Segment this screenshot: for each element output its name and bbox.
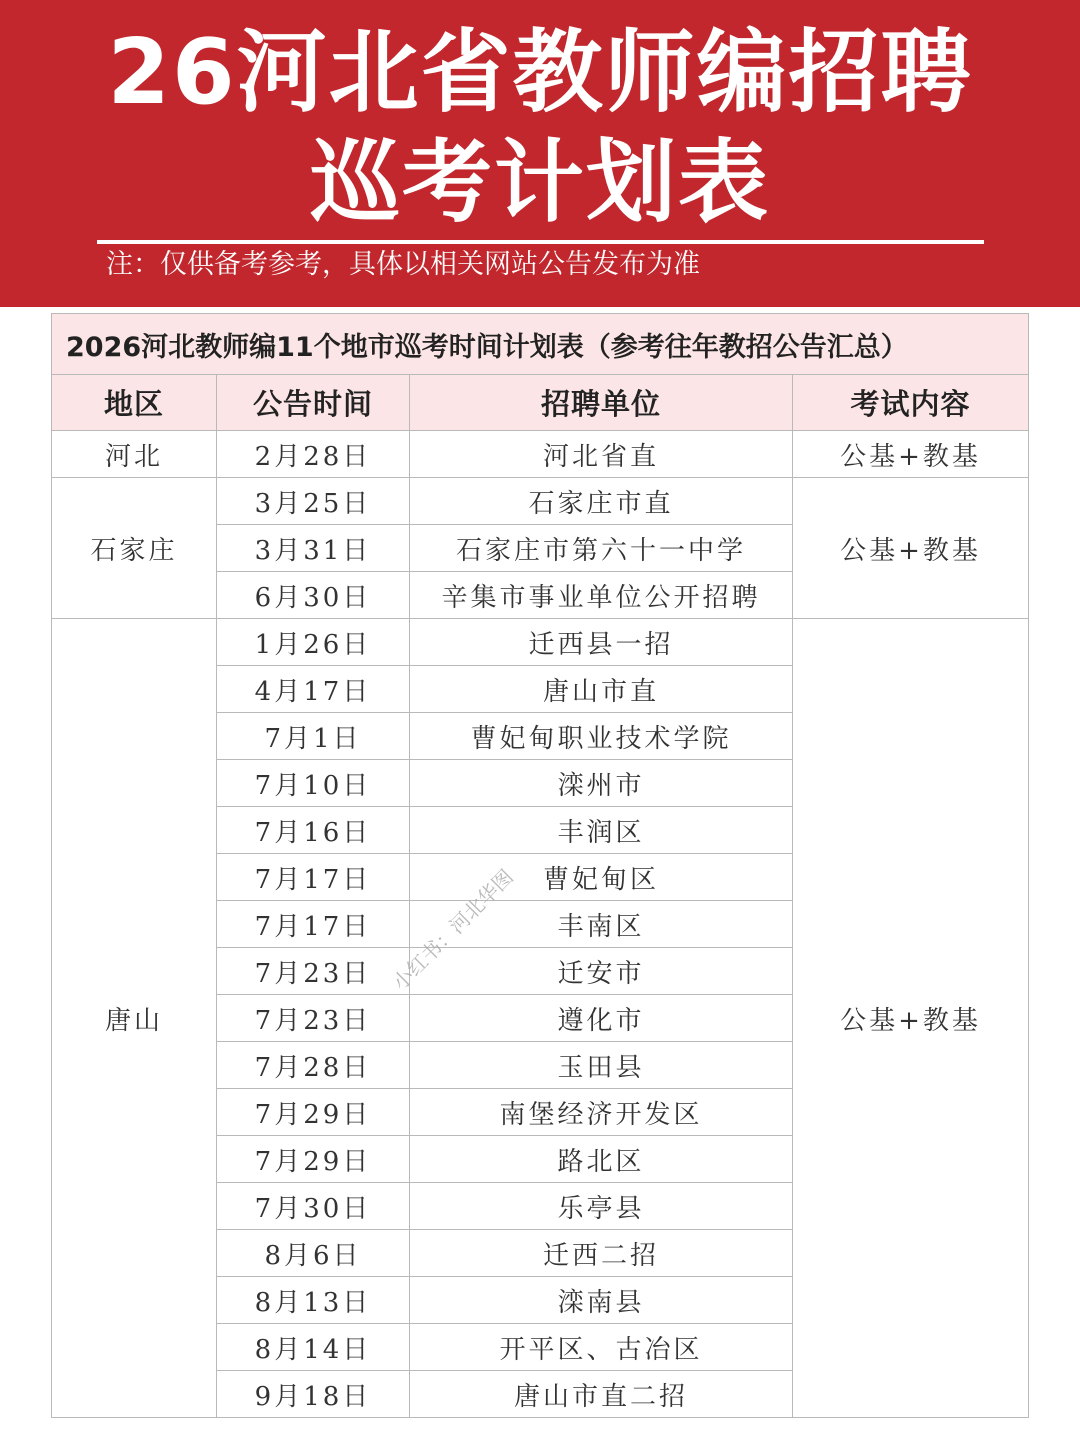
table-caption-row [52, 314, 1029, 375]
cell-unit: 丰润区 [410, 807, 793, 854]
table-row [52, 431, 1029, 478]
page-title: 26河北省教师编招聘 [107, 20, 973, 125]
column-header-content: 考试内容 [793, 375, 1029, 431]
cell-date: 9月18日 [217, 1371, 410, 1418]
cell-unit: 南堡经济开发区 [410, 1089, 793, 1136]
cell-date: 3月31日 [217, 525, 410, 572]
cell-unit: 石家庄市直 [410, 478, 793, 525]
cell-unit: 辛集市事业单位公开招聘 [410, 572, 793, 619]
cell-unit: 遵化市 [410, 995, 793, 1042]
cell-region: 唐山 [52, 619, 217, 1418]
cell-content: 公基+教基 [793, 478, 1029, 619]
cell-unit: 滦南县 [410, 1277, 793, 1324]
cell-unit: 滦州市 [410, 760, 793, 807]
column-header-date: 公告时间 [217, 375, 410, 431]
column-header-region: 地区 [52, 375, 217, 431]
cell-date: 7月30日 [217, 1183, 410, 1230]
table-row [52, 619, 1029, 666]
column-header-unit: 招聘单位 [410, 375, 793, 431]
cell-date: 8月13日 [217, 1277, 410, 1324]
table-header-row [52, 375, 1029, 431]
divider [97, 240, 984, 244]
cell-date: 2月28日 [217, 431, 410, 478]
cell-unit: 迁西二招 [410, 1230, 793, 1277]
cell-date: 7月23日 [217, 995, 410, 1042]
cell-date: 7月23日 [217, 948, 410, 995]
cell-date: 8月6日 [217, 1230, 410, 1277]
cell-date: 7月29日 [217, 1089, 410, 1136]
cell-date: 7月16日 [217, 807, 410, 854]
cell-date: 6月30日 [217, 572, 410, 619]
watermark: 小红书：河北华图 [387, 864, 518, 995]
header-banner [0, 0, 1080, 307]
page-subtitle: 巡考计划表 [310, 130, 770, 235]
cell-date: 7月1日 [217, 713, 410, 760]
cell-unit: 唐山市直 [410, 666, 793, 713]
table-row [52, 478, 1029, 525]
cell-unit: 石家庄市第六十一中学 [410, 525, 793, 572]
cell-content: 公基+教基 [793, 619, 1029, 1418]
cell-unit: 迁安市 [410, 948, 793, 995]
cell-date: 7月10日 [217, 760, 410, 807]
cell-unit: 丰南区 [410, 901, 793, 948]
cell-date: 8月14日 [217, 1324, 410, 1371]
cell-unit: 曹妃甸职业技术学院 [410, 713, 793, 760]
cell-unit: 玉田县 [410, 1042, 793, 1089]
disclaimer-note: 注：仅供备考参考，具体以相关网站公告发布为准 [106, 249, 700, 280]
cell-region: 石家庄 [52, 478, 217, 619]
cell-unit: 开平区、古冶区 [410, 1324, 793, 1371]
cell-date: 4月17日 [217, 666, 410, 713]
schedule-table [51, 313, 1029, 1418]
cell-date: 7月29日 [217, 1136, 410, 1183]
cell-unit: 曹妃甸区 [410, 854, 793, 901]
cell-date: 7月17日 [217, 854, 410, 901]
cell-unit: 乐亭县 [410, 1183, 793, 1230]
cell-date: 7月17日 [217, 901, 410, 948]
cell-date: 7月28日 [217, 1042, 410, 1089]
cell-unit: 河北省直 [410, 431, 793, 478]
cell-unit: 路北区 [410, 1136, 793, 1183]
cell-content: 公基+教基 [793, 431, 1029, 478]
cell-region: 河北 [52, 431, 217, 478]
cell-unit: 唐山市直二招 [410, 1371, 793, 1418]
cell-date: 1月26日 [217, 619, 410, 666]
cell-unit: 迁西县一招 [410, 619, 793, 666]
table-caption: 2026河北教师编11个地市巡考时间计划表（参考往年教招公告汇总） [52, 314, 1029, 375]
cell-date: 3月25日 [217, 478, 410, 525]
